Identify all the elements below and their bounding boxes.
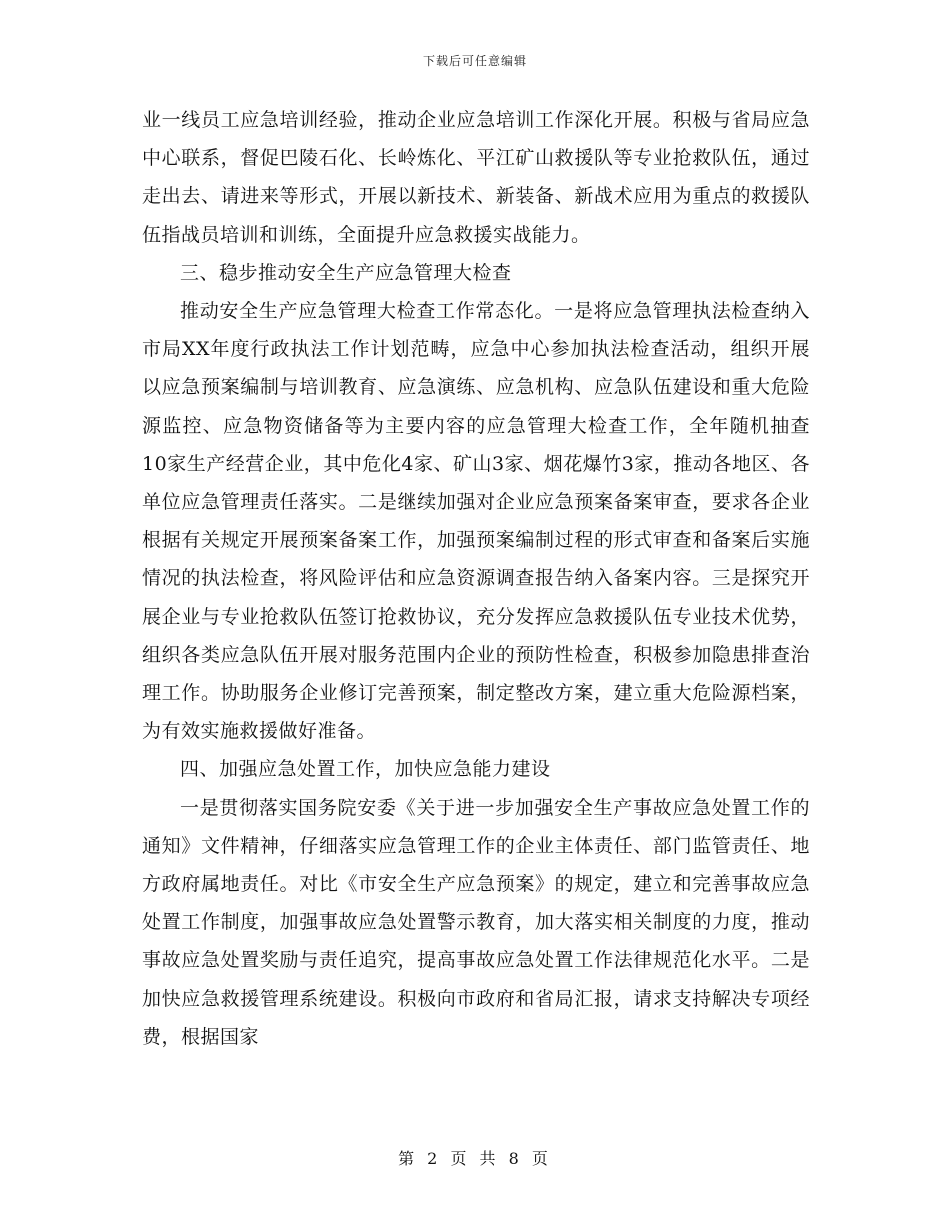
section-heading-emergency-response: 四、加强应急处置工作，加快应急能力建设 — [180, 758, 551, 781]
paragraph-training-continued: 业一线员工应急培训经验，推动企业应急培训工作深化开展。积极与省局应急中心联系，督促巴陵石化、长岭炼化、平江矿山救援队等专业抢救队伍，通过走出去、请进来等形式，开展以新技术、新装备、新战术应用为重点的救援队伍指战员培训和训练，全面提升应急救援实战能力。 — [142, 109, 810, 246]
page-header: 下载后可任意编辑 — [422, 54, 527, 68]
paragraph-emergency-response: 一是贯彻落实国务院安委《关于进一步加强安全生产事故应急处置工作的通知》文件精神，仔细落实应急管理工作的企业主体责任、部门监管责任、地方政府属地责任。对比《市安全生产应急预案》的规定，建立和完善事故应急处置工作制度，加强事故应急处置警示教育，加大落实相关制度的力度，推动事故应急处置奖励与责任追究，提高事故应急处置工作法律规范化水平。二是加快应急救援管理系统建设。积极向市政府和省局汇报，请求支持解决专项经费，根据国家 — [142, 796, 810, 1048]
document-body — [142, 101, 810, 1056]
section-heading-inspection: 三、稳步推动安全生产应急管理大检查 — [180, 261, 512, 284]
paragraph-inspection: 推动安全生产应急管理大检查工作常态化。一是将应急管理执法检查纳入市局XX年度行政执法工作计划范畴，应急中心参加执法检查活动，组织开展以应急预案编制与培训教育、应急演练、应急机构、应急队伍建设和重大危险源监控、应急物资储备等为主要内容的应急管理大检查工作，全年随机抽查10家生产经营企业，其中危化4家、矿山3家、烟花爆竹3家，推动各地区、各单位应急管理责任落实。二是继续加强对企业应急预案备案审查，要求各企业根据有关规定开展预案备案工作，加强预案编制过程的形式审查和备案后实施情况的执法检查，将风险评估和应急资源调查报告纳入备案内容。三是探究开展企业与专业抢救队伍签订抢救协议，充分发挥应急救援队伍专业技术优势，组织各类应急队伍开展对服务范围内企业的预防性检查，积极参加隐患排查治理工作。协助服务企业修订完善预案，制定整改方案，建立重大危险源档案，为有效实施救援做好准备。 — [142, 300, 810, 743]
page-number-footer: 第 2 页 共 8 页 — [398, 1149, 552, 1168]
